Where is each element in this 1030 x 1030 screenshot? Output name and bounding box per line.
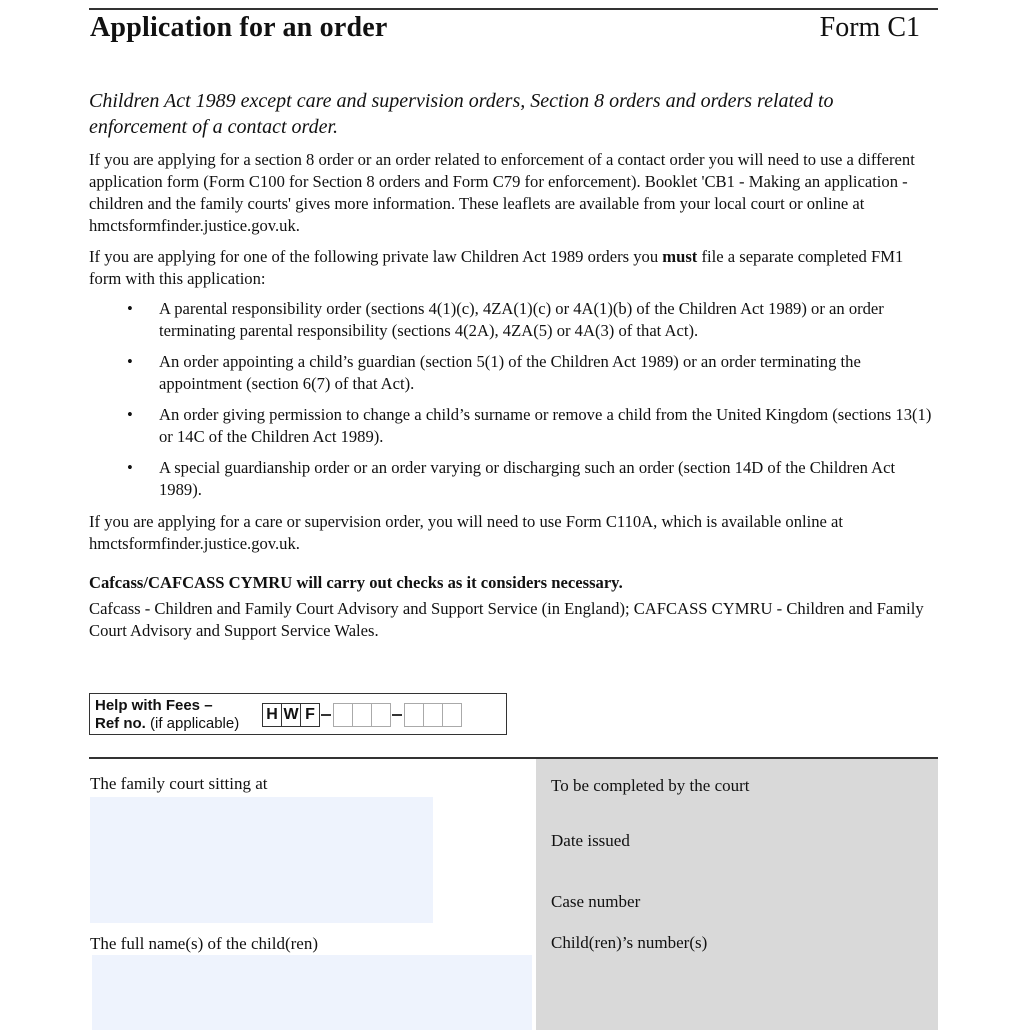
intro-paragraph-2 <box>89 246 934 290</box>
bullet: • <box>127 299 133 318</box>
list-item <box>89 298 934 342</box>
hwf-prefix-cell: H <box>262 703 282 727</box>
page-title: Application for an order <box>90 12 388 43</box>
list-item-text: An order giving permission to change a child’s surname or remove a child from the United Kingdom (sections 13(1) or 14C of the Children Act 1989). <box>159 405 932 446</box>
para2-text-after: file a separate completed FM1 form with this application: <box>89 247 904 288</box>
para2-text-before: If you are applying for one of the following private law Children Act 1989 orders you <box>89 247 663 266</box>
hwf-dash <box>392 714 402 716</box>
intro-paragraph-1: If you are applying for a section 8 order or an order related to enforcement of a contact order you will need to use a different application form (Form C100 for Section 8 orders and Form C79 for enforcement). Booklet 'CB1 - Making an application - children and the family courts' gives more information. These leaflets are available from your local court or online at hmctsformfinder.justice.gov.uk. <box>89 150 915 235</box>
hwf-digit-input[interactable] <box>442 703 462 727</box>
bullet: • <box>127 458 133 477</box>
form-code: Form C1 <box>819 12 920 43</box>
hwf-digit-input[interactable] <box>333 703 353 727</box>
bullet: • <box>127 352 133 371</box>
hwf-digit-input[interactable] <box>371 703 391 727</box>
list-item <box>89 457 934 501</box>
hwf-ref-number <box>262 702 461 728</box>
date-issued-label: Date issued <box>551 831 630 850</box>
para2-emphasis: must <box>662 247 698 266</box>
court-input[interactable] <box>90 797 433 923</box>
hwf-digit-input[interactable] <box>404 703 424 727</box>
hwf-label-line-1: Help with Fees – <box>95 697 213 714</box>
case-number-label: Case number <box>551 892 641 911</box>
children-numbers-label: Child(ren)’s number(s) <box>551 933 708 952</box>
children-names-input[interactable] <box>92 955 532 1030</box>
children-names-label: The full name(s) of the child(ren) <box>90 934 318 953</box>
list-item <box>89 351 934 395</box>
list-item-text: A parental responsibility order (sections 4(1)(c), 4ZA(1)(c) or 4A(1)(b) of the Children Act 1989) or an order terminating parental responsibility (sections 4(2A), 4ZA(5) or 4A(3) of that Act). <box>159 299 884 340</box>
hwf-prefix-cell: W <box>281 703 301 727</box>
list-item <box>89 404 934 448</box>
court-field-label: The family court sitting at <box>90 774 268 793</box>
cafcass-heading: Cafcass/CAFCASS CYMRU will carry out checks as it considers necessary. <box>89 573 623 592</box>
orders-list <box>89 298 934 510</box>
cafcass-description: Cafcass - Children and Family Court Advisory and Support Service (in England); CAFCASS CYMRU - Children and Family Court Advisory and Support Service Wales. <box>89 599 924 640</box>
court-panel-heading: To be completed by the court <box>551 776 750 795</box>
subtitle: Children Act 1989 except care and supervision orders, Section 8 orders and orders related to enforcement of a contact order. <box>89 90 834 138</box>
hwf-label-applicable: (if applicable) <box>145 715 240 732</box>
hwf-dash <box>321 714 331 716</box>
hwf-digit-input[interactable] <box>423 703 443 727</box>
top-rule <box>89 8 938 10</box>
help-with-fees-label <box>95 697 239 733</box>
court-use-panel <box>536 759 938 1030</box>
hwf-label-ref: Ref no. <box>95 715 146 732</box>
hwf-digit-input[interactable] <box>352 703 372 727</box>
intro-paragraph-3: If you are applying for a care or supervision order, you will need to use Form C110A, which is available online at hmctsformfinder.justice.gov.uk. <box>89 512 843 553</box>
help-with-fees-box <box>89 693 507 735</box>
hwf-prefix-cell: F <box>300 703 320 727</box>
list-item-text: A special guardianship order or an order varying or discharging such an order (section 14D of the Children Act 1989). <box>159 458 896 499</box>
bullet: • <box>127 405 133 424</box>
list-item-text: An order appointing a child’s guardian (section 5(1) of the Children Act 1989) or an order terminating the appointment (section 6(7) of that Act). <box>159 352 861 393</box>
